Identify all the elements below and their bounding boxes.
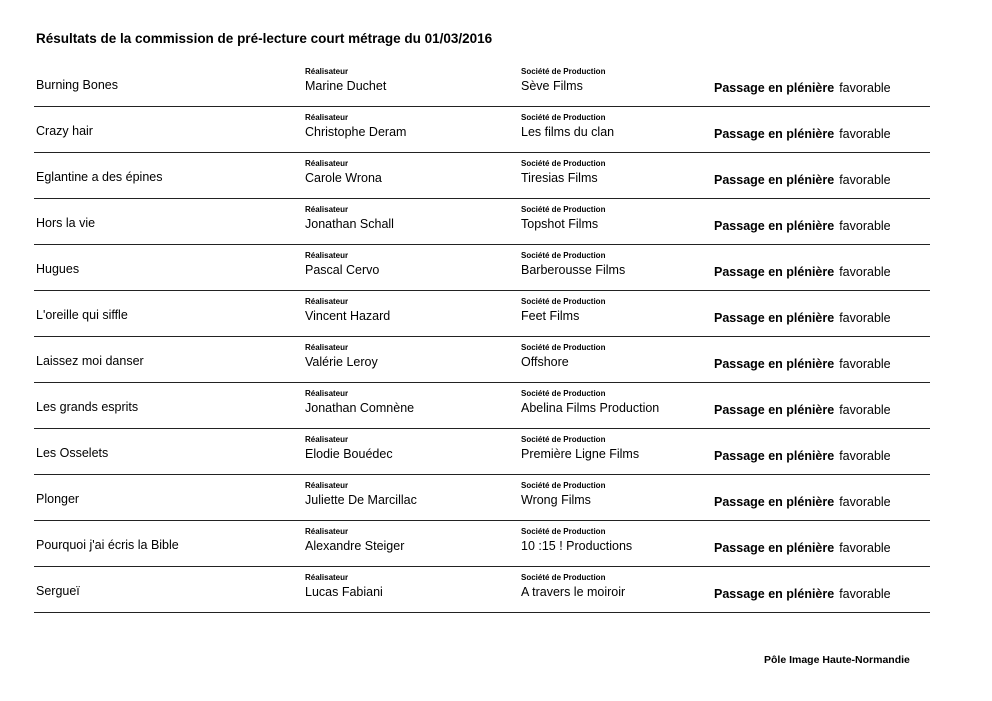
director-label: Réalisateur	[305, 251, 349, 260]
verdict-value: favorable	[839, 357, 891, 371]
director-label: Réalisateur	[305, 297, 349, 306]
table-row	[34, 522, 930, 567]
company-label: Société de Production	[521, 113, 606, 122]
film-title: Plonger	[36, 492, 80, 506]
company-name: A travers le moiroir	[521, 585, 626, 599]
film-title: Eglantine a des épines	[36, 170, 163, 184]
verdict-value: favorable	[839, 587, 891, 601]
table-row	[34, 154, 930, 199]
director-name: Marine Duchet	[305, 79, 387, 93]
film-title: Crazy hair	[36, 124, 93, 138]
company-label: Société de Production	[521, 527, 606, 536]
table-row	[34, 384, 930, 429]
verdict-value: favorable	[839, 219, 891, 233]
film-title: Laissez moi danser	[36, 354, 144, 368]
verdict-value: favorable	[839, 449, 891, 463]
verdict	[714, 495, 891, 509]
table-row	[34, 108, 930, 153]
director-name: Lucas Fabiani	[305, 585, 383, 599]
company-name: Barberousse Films	[521, 263, 626, 277]
verdict-value: favorable	[839, 495, 891, 509]
verdict-label: Passage en plénière	[714, 311, 835, 325]
company-label: Société de Production	[521, 297, 606, 306]
director-name: Vincent Hazard	[305, 309, 391, 323]
footer-organization: Pôle Image Haute-Normandie	[764, 654, 910, 666]
director-name: Juliette De Marcillac	[305, 493, 417, 507]
company-name: Sève Films	[521, 79, 583, 93]
director-name: Jonathan Schall	[305, 217, 394, 231]
verdict-label: Passage en plénière	[714, 541, 835, 555]
verdict	[714, 81, 891, 95]
director-label: Réalisateur	[305, 205, 349, 214]
verdict-value: favorable	[839, 173, 891, 187]
company-label: Société de Production	[521, 159, 606, 168]
company-label: Société de Production	[521, 67, 606, 76]
verdict-value: favorable	[839, 403, 891, 417]
table-row	[34, 476, 930, 521]
company-label: Société de Production	[521, 343, 606, 352]
company-name: Les films du clan	[521, 125, 615, 139]
film-title: L'oreille qui siffle	[36, 308, 128, 322]
director-label: Réalisateur	[305, 389, 349, 398]
director-name: Christophe Deram	[305, 125, 407, 139]
company-name: Wrong Films	[521, 493, 591, 507]
film-title: Pourquoi j'ai écris la Bible	[36, 538, 179, 552]
director-name: Jonathan Comnène	[305, 401, 415, 415]
verdict	[714, 311, 891, 325]
table-row	[34, 200, 930, 245]
verdict	[714, 403, 891, 417]
company-name: Tiresias Films	[521, 171, 598, 185]
film-title: Hors la vie	[36, 216, 96, 230]
company-name: Première Ligne Films	[521, 447, 640, 461]
director-label: Réalisateur	[305, 435, 349, 444]
verdict	[714, 219, 891, 233]
film-title: Sergueï	[36, 584, 80, 598]
table-row	[34, 292, 930, 337]
verdict-value: favorable	[839, 265, 891, 279]
verdict	[714, 541, 891, 555]
film-title: Les grands esprits	[36, 400, 139, 414]
verdict-label: Passage en plénière	[714, 357, 835, 371]
verdict	[714, 173, 891, 187]
company-label: Société de Production	[521, 389, 606, 398]
film-title: Hugues	[36, 262, 80, 276]
verdict-label: Passage en plénière	[714, 127, 835, 141]
company-label: Société de Production	[521, 251, 606, 260]
company-name: Offshore	[521, 355, 569, 369]
director-label: Réalisateur	[305, 343, 349, 352]
results-list	[34, 62, 930, 614]
verdict-label: Passage en plénière	[714, 265, 835, 279]
verdict-label: Passage en plénière	[714, 173, 835, 187]
company-label: Société de Production	[521, 205, 606, 214]
verdict-label: Passage en plénière	[714, 587, 835, 601]
company-label: Société de Production	[521, 435, 606, 444]
director-label: Réalisateur	[305, 573, 349, 582]
director-name: Pascal Cervo	[305, 263, 380, 277]
director-name: Valérie Leroy	[305, 355, 378, 369]
director-label: Réalisateur	[305, 159, 349, 168]
page-title: Résultats de la commission de pré-lecture court métrage du 01/03/2016	[36, 31, 493, 46]
verdict	[714, 449, 891, 463]
company-name: Feet Films	[521, 309, 580, 323]
company-name: Topshot Films	[521, 217, 599, 231]
table-row	[34, 338, 930, 383]
verdict-value: favorable	[839, 311, 891, 325]
verdict-label: Passage en plénière	[714, 495, 835, 509]
table-row	[34, 568, 930, 613]
verdict	[714, 357, 891, 371]
director-name: Elodie Bouédec	[305, 447, 393, 461]
film-title: Burning Bones	[36, 78, 119, 92]
table-row	[34, 62, 930, 107]
verdict-label: Passage en plénière	[714, 403, 835, 417]
director-label: Réalisateur	[305, 67, 349, 76]
verdict	[714, 587, 891, 601]
verdict-value: favorable	[839, 541, 891, 555]
director-label: Réalisateur	[305, 113, 349, 122]
table-row	[34, 430, 930, 475]
verdict-label: Passage en plénière	[714, 219, 835, 233]
company-label: Société de Production	[521, 573, 606, 582]
director-name: Carole Wrona	[305, 171, 382, 185]
director-name: Alexandre Steiger	[305, 539, 405, 553]
company-name: Abelina Films Production	[521, 401, 660, 415]
verdict-label: Passage en plénière	[714, 449, 835, 463]
film-title: Les Osselets	[36, 446, 109, 460]
verdict-label: Passage en plénière	[714, 81, 835, 95]
director-label: Réalisateur	[305, 481, 349, 490]
director-label: Réalisateur	[305, 527, 349, 536]
verdict-value: favorable	[839, 127, 891, 141]
company-name: 10 :15 ! Productions	[521, 539, 633, 553]
verdict-value: favorable	[839, 81, 891, 95]
table-row	[34, 246, 930, 291]
verdict	[714, 265, 891, 279]
company-label: Société de Production	[521, 481, 606, 490]
verdict	[714, 127, 891, 141]
